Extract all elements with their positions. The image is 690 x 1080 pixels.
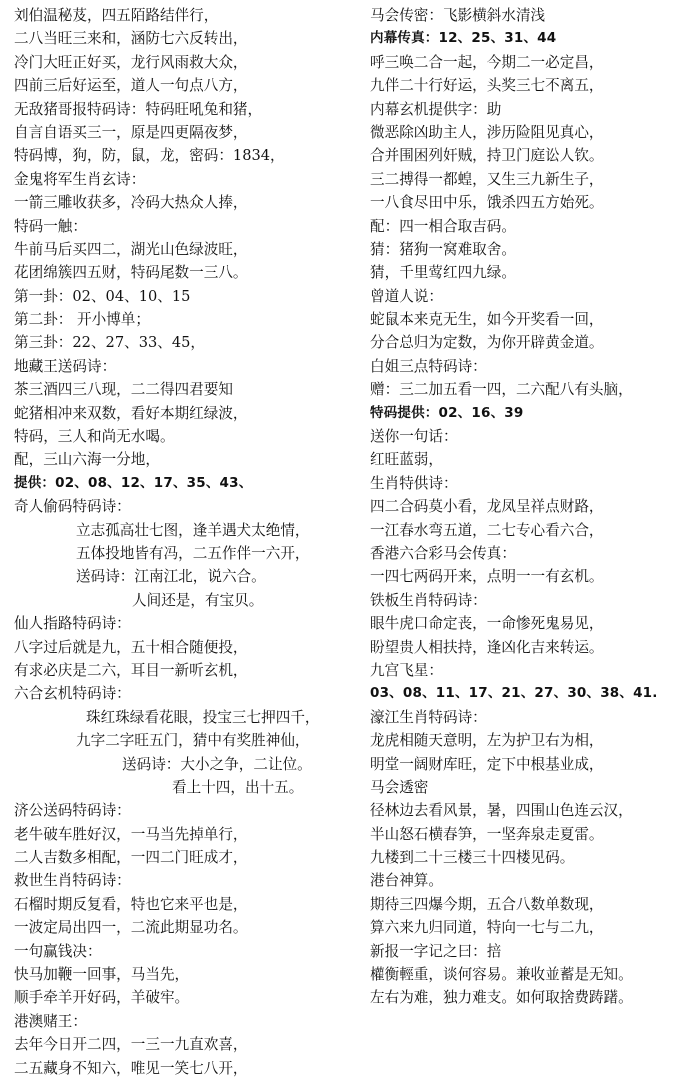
right-text-line: 九宫飞星：	[370, 661, 443, 679]
left-text-line: 特码，三人和尚无水喝。	[14, 428, 175, 446]
left-text-line: 金鬼将军生肖玄诗：	[14, 170, 146, 188]
left-text-line: 送码诗：大小之争，二让位。	[122, 755, 312, 773]
left-text-line: 花团绵簇四五财，特码尾数一三八。	[14, 264, 248, 282]
right-text-line: 微恶除凶助主人，涉历险阻见真心，	[370, 123, 604, 141]
left-text-line: 送码诗：江南江北，说六合。	[76, 568, 266, 586]
left-text-line: 石榴时期反复看，特也它来平也是，	[14, 895, 248, 913]
right-text-line: 分合总归为定数，为你开辟黄金道。	[370, 334, 604, 352]
right-text-line: 濠江生肖特码诗：	[370, 708, 487, 726]
left-text-line: 九字二字旺五门，猜中有奖胜神仙，	[76, 732, 310, 750]
right-text-line: 曾道人说：	[370, 287, 443, 305]
right-text-line: 白姐三点特码诗：	[370, 357, 487, 375]
right-text-line: 配：四一相合取吉码。	[370, 217, 516, 235]
left-text-line: 看上十四，出十五。	[172, 778, 304, 796]
left-text-line: 一句赢钱决：	[14, 942, 102, 960]
left-text-line: 人间还是，有宝贝。	[132, 591, 264, 609]
left-text-line: 去年今日开二四，一三一九直欢喜，	[14, 1036, 248, 1054]
left-text-line: 珠红珠绿看花眼，投宝三七押四千，	[86, 708, 320, 726]
left-text-line: 二八当旺三来和，涵防七六反转出，	[14, 30, 248, 48]
right-text-line: 红旺蓝弱，	[370, 451, 443, 469]
right-text-line: 龙虎相随天意明，左为护卫右为相，	[370, 732, 604, 750]
right-text-line: 猜：猪狗一窝难取舍。	[370, 240, 516, 258]
left-text-line: 茶三酒四三八现，二二得四君要知	[14, 381, 233, 399]
right-text-line: 马会传密：飞影横斜水清浅	[370, 7, 546, 24]
left-text-line: 奇人偷码特码诗：	[14, 498, 131, 516]
left-text-line: 地藏王送码诗：	[14, 357, 117, 375]
right-text-line: 蛇鼠本来克无生，如今开奖看一回，	[370, 311, 604, 329]
right-text-line: 赠：三二加五看一四，二六配八有头脑，	[370, 381, 633, 399]
right-text-line: 03、08、11、17、21、27、30、38、41.	[370, 685, 658, 702]
left-text-line: 四前三后好运至，道人一句点八方，	[14, 77, 248, 95]
left-text-line: 八字过后就是九，五十相合随便投，	[14, 638, 248, 656]
right-text-line: 新报一字记之曰：掊	[370, 942, 502, 960]
right-text-line: 港台神算。	[370, 872, 443, 890]
left-text-line: 港澳赌王：	[14, 1012, 87, 1030]
left-text-line: 特码博，狗，防，鼠，龙，密码：1834，	[14, 147, 285, 165]
right-text-line: 生肖特供诗：	[370, 474, 458, 492]
right-text-line: 一八食尽田中乐，饿杀四五方始死。	[370, 194, 604, 212]
left-text-line: 自言自语买三一，原是四更隔夜梦，	[14, 123, 248, 141]
left-text-line: 六合玄机特码诗：	[14, 685, 131, 703]
left-text-line: 顺手牵羊开好码，羊破牢。	[14, 989, 190, 1007]
left-text-line: 无敌猪哥报特码诗：特码旺吼兔和猪，	[14, 100, 263, 118]
right-text-line: 算六来九归同道，特向一七与二九，	[370, 919, 604, 937]
right-text-line: 三二搏得一都蝗，又生三九新生子，	[370, 170, 604, 188]
right-text-line: 送你一句话：	[370, 428, 458, 446]
right-text-line: 马会透密	[370, 778, 429, 796]
right-text-line: 一四七两码开来，点明一一有玄机。	[370, 568, 604, 586]
right-text-line: 一江春水弯五道，二七专心看六合，	[370, 521, 604, 539]
right-text-line: 四二合码莫小看，龙凤呈祥点财路，	[370, 498, 604, 516]
left-text-line: 救世生肖特码诗：	[14, 872, 131, 890]
right-text-line: 盼望贵人相扶持，逢凶化吉来转运。	[370, 638, 604, 656]
left-text-line: 二五藏身不知六，唯见一笑七八开，	[14, 1059, 248, 1077]
right-text-line: 内幕传真：12、25、31、44	[370, 30, 557, 47]
left-text-line: 五体投地皆有冯，二五作伴一六开，	[76, 544, 310, 562]
left-text-line: 提供：02、08、12、17、35、43、	[14, 474, 253, 491]
left-column	[14, 4, 349, 1080]
right-text-line: 径林边去看风景，暑，四围山色连云汉，	[370, 802, 633, 820]
right-text-line: 權衡輕重，谈何容易。兼收並蓄是无知。	[370, 966, 633, 984]
left-text-line: 济公送码特码诗：	[14, 802, 131, 820]
left-text-line: 老牛破车胜好汉，一马当先掉单行，	[14, 825, 248, 843]
right-text-line: 九楼到二十三楼三十四楼见码。	[370, 849, 575, 867]
right-text-line: 内幕玄机提供字：助	[370, 100, 502, 118]
left-text-line: 第三卦：22、27、33、45，	[14, 334, 206, 352]
left-text-line: 特码一触：	[14, 217, 87, 235]
right-text-line: 左右为难，独力难支。如何取捨费踌躇。	[370, 989, 633, 1007]
right-text-line: 香港六合彩马会传真：	[370, 544, 516, 562]
right-text-line: 九伴二十行好运，头奖三七不离五，	[370, 77, 604, 95]
right-text-line: 猜，千里莺红四九绿。	[370, 264, 516, 282]
left-text-line: 有求必庆是二六，耳目一新听玄机，	[14, 661, 248, 679]
right-text-line: 明堂一阔财库旺，定下中根基业成，	[370, 755, 604, 773]
right-text-line: 半山怒石横春笋，一坚奔泉走夏雷。	[370, 825, 604, 843]
right-text-line: 铁板生肖特码诗：	[370, 591, 487, 609]
left-text-line: 配，三山六海一分地，	[14, 451, 160, 469]
left-text-line: 冷门大旺正好买，龙行风雨救大众，	[14, 53, 248, 71]
right-text-line: 特码提供：02、16、39	[370, 404, 524, 421]
left-text-line: 第二卦： 开小博单；	[14, 311, 150, 329]
left-text-line: 二人吉数多相配，一四二门旺成才，	[14, 849, 248, 867]
left-text-line: 立志孤高壮七图，逢羊遇犬太绝情，	[76, 521, 310, 539]
left-text-line: 一箭三雕收获多，冷码大热众人捧，	[14, 194, 248, 212]
left-text-line: 仙人指路特码诗：	[14, 615, 131, 633]
left-text-line: 一波定局出四一，二流此期显功名。	[14, 919, 248, 937]
right-text-line: 合并围困列奸贼，持卫门庭讼人钦。	[370, 147, 604, 165]
right-column	[370, 4, 688, 1010]
left-text-line: 牛前马后买四二，湖光山色绿波旺，	[14, 240, 248, 258]
left-text-line: 快马加鞭一回事，马当先，	[14, 966, 190, 984]
left-text-line: 蛇猪相冲来双数，看好本期红绿波，	[14, 404, 248, 422]
left-text-line: 刘伯温秘芨，四五陌路结伴行，	[14, 7, 219, 24]
left-text-line: 第一卦：02、04、10、15	[14, 287, 191, 305]
right-text-line: 眼牛虎口命定丧，一命惨死鬼易见，	[370, 615, 604, 633]
right-text-line: 期待三四爆今期，五合八数单数现，	[370, 895, 604, 913]
right-text-line: 呼三唤二合一起，今期二一必定昌，	[370, 53, 604, 71]
